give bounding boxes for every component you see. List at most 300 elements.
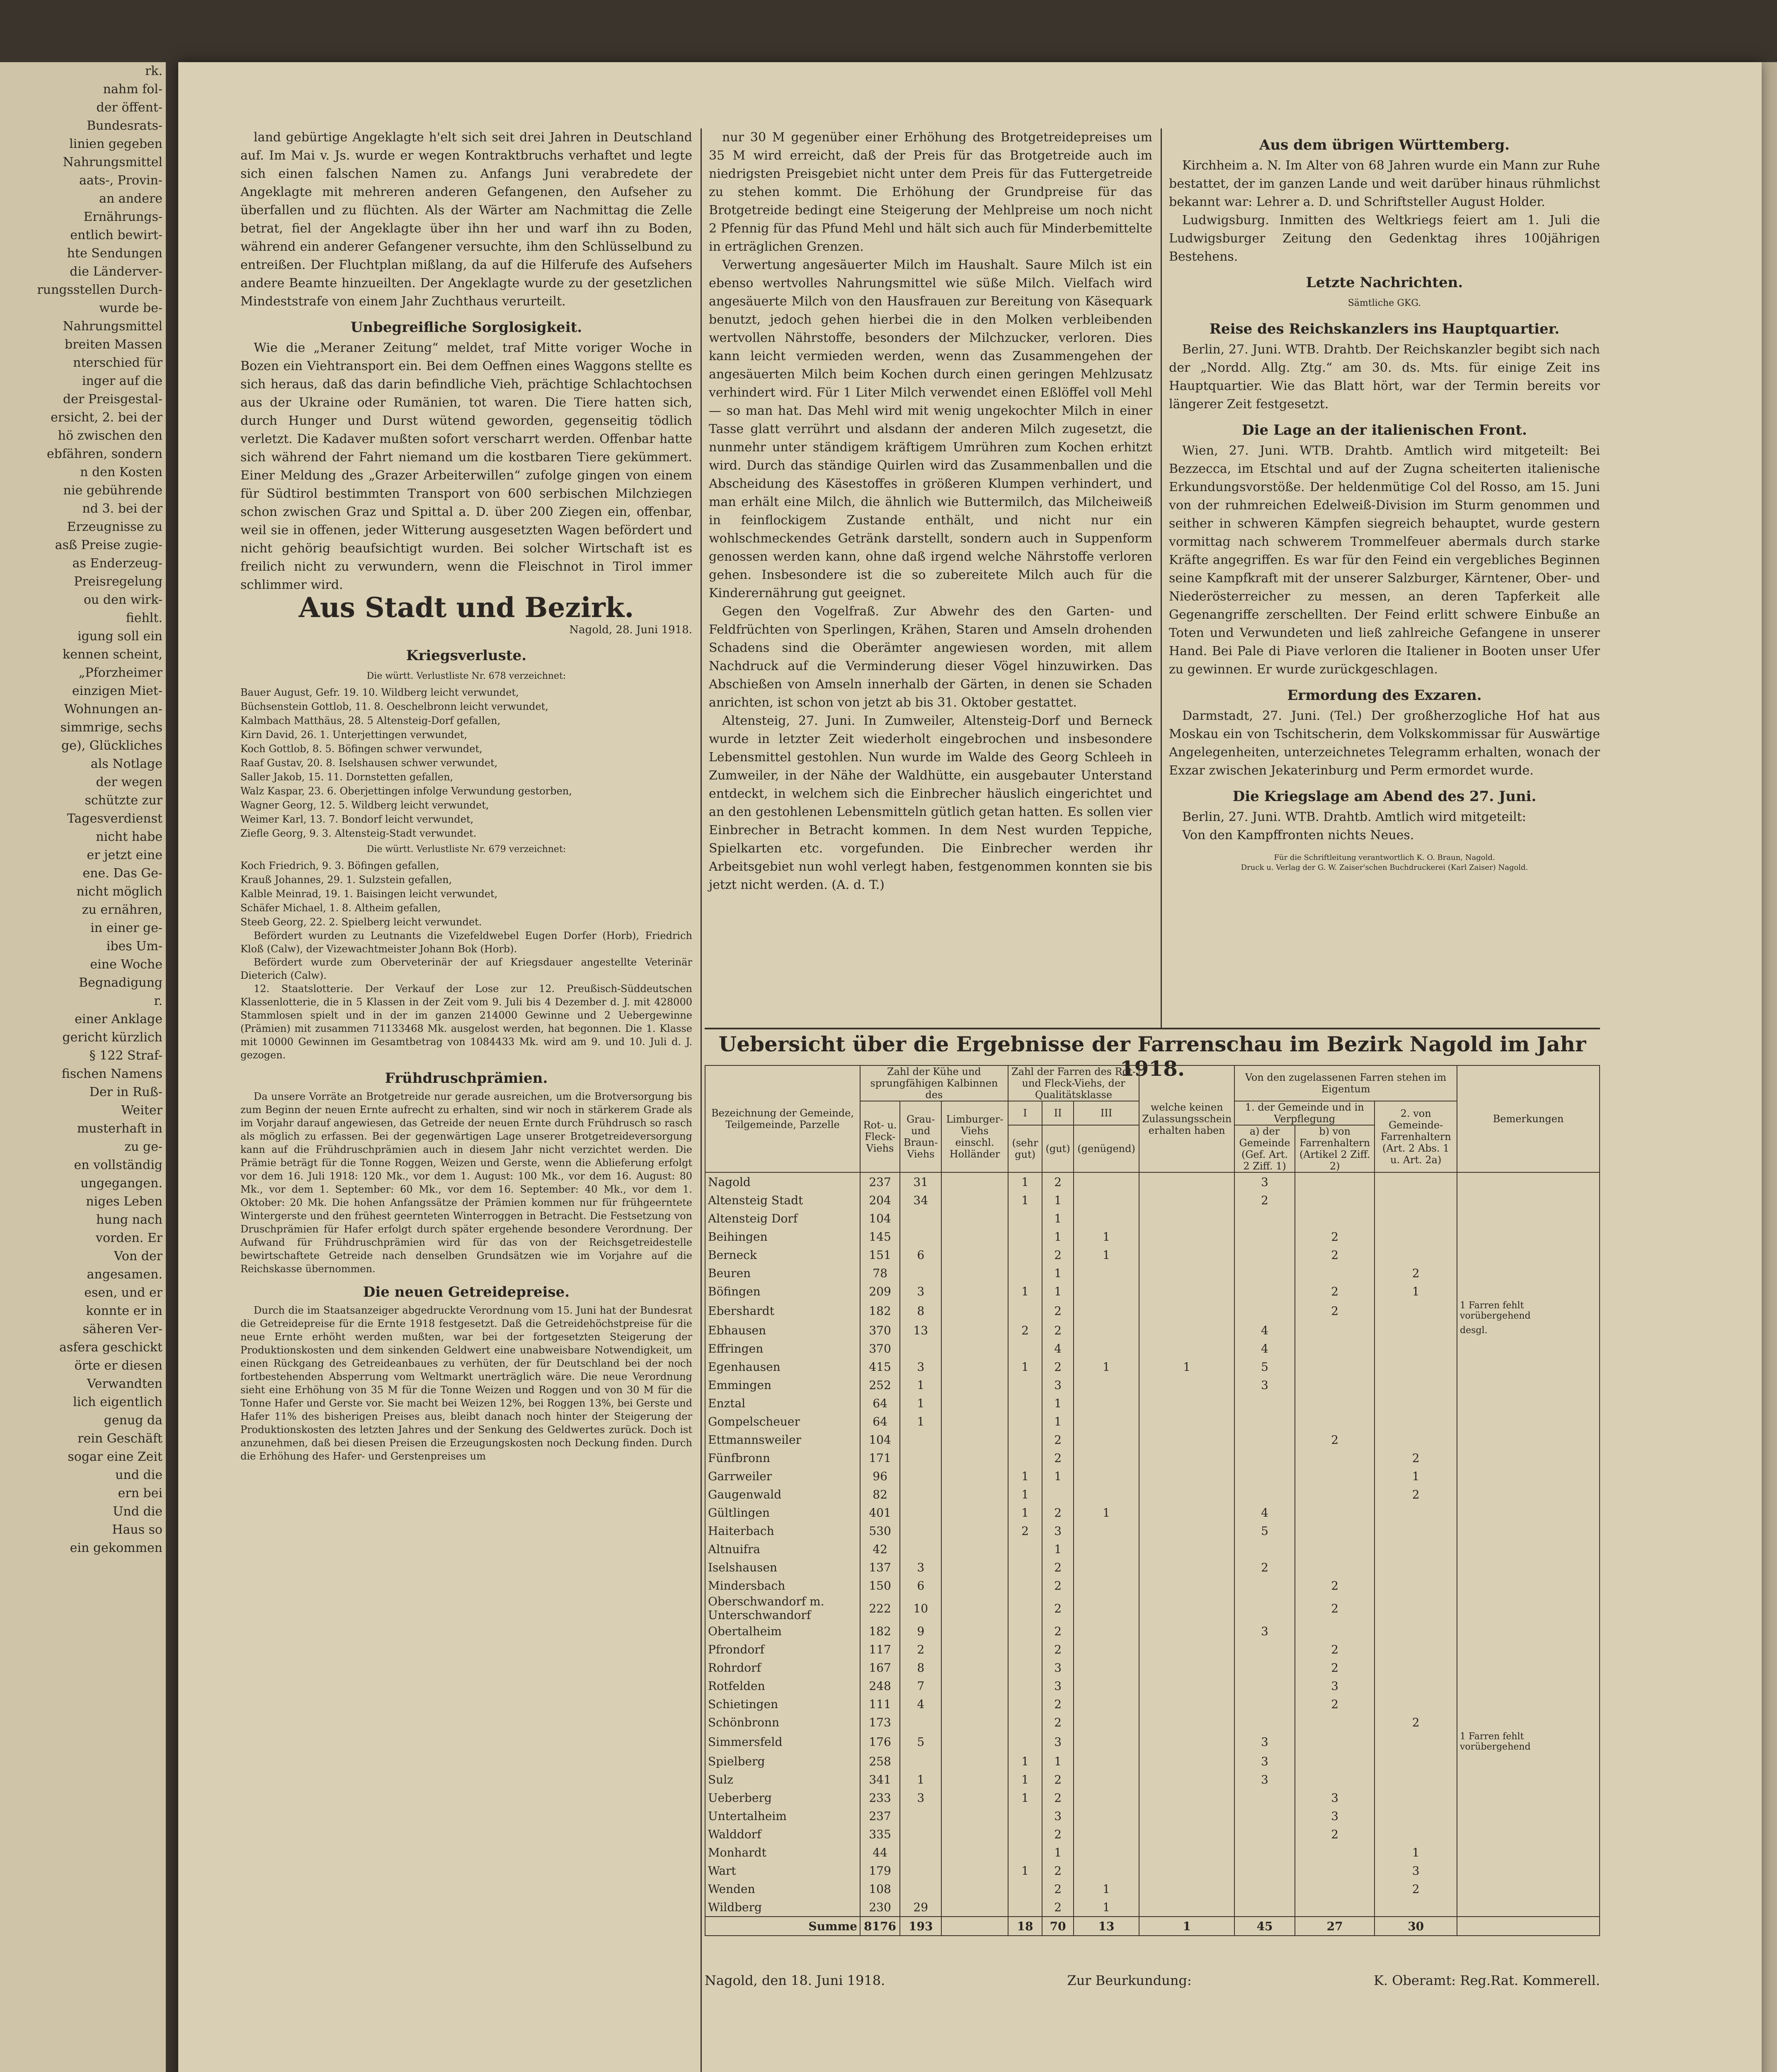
- strip-line: ern bei: [118, 1486, 162, 1501]
- table-cell: [1008, 1595, 1042, 1622]
- table-cell: [900, 1339, 941, 1358]
- table-cell: [941, 1825, 1008, 1843]
- table-cell: [1375, 1576, 1457, 1595]
- table-cell: 1: [900, 1770, 941, 1789]
- table-cell: [1295, 1713, 1375, 1731]
- table-cell: [1375, 1558, 1457, 1576]
- table-cell: 2: [1042, 1861, 1074, 1880]
- table-cell: [1295, 1503, 1375, 1522]
- table-cell: 370: [860, 1321, 900, 1339]
- strip-line: niges Leben: [86, 1194, 162, 1209]
- remark-cell: [1457, 1394, 1600, 1412]
- table-cell: [900, 1522, 941, 1540]
- header-bezeichnung: Bezeichnung der Gemeinde, Teilgemeinde, Parzelle: [705, 1065, 860, 1172]
- strip-line: säheren Ver-: [82, 1322, 162, 1336]
- table-cell: 3: [1295, 1807, 1375, 1825]
- table-row: [705, 1431, 1600, 1449]
- strip-line: breiten Massen: [64, 337, 162, 352]
- strip-line: ge), Glückliches: [61, 738, 162, 753]
- headline-fruehdrusch: Frühdruschprämien.: [385, 1070, 548, 1087]
- gemeinde-cell: Ettmannsweiler: [705, 1431, 860, 1449]
- table-cell: 1: [1074, 1246, 1139, 1264]
- table-cell: [1139, 1540, 1234, 1558]
- header-sehr-gut: (sehr gut): [1008, 1125, 1042, 1172]
- table-cell: [1008, 1825, 1042, 1843]
- table-cell: 2: [900, 1640, 941, 1658]
- table-cell: 3: [900, 1282, 941, 1300]
- table-cell: [1139, 1658, 1234, 1677]
- casualty-entry: Kalmbach Matthäus, 28. 5 Altensteig-Dorf gefallen,: [240, 715, 501, 726]
- table-row: [705, 1467, 1600, 1485]
- table-cell: [1008, 1449, 1042, 1467]
- remark-cell: [1457, 1358, 1600, 1376]
- table-cell: [1375, 1394, 1457, 1412]
- table-cell: 1: [1008, 1503, 1042, 1522]
- table-cell: [1074, 1713, 1139, 1731]
- casualty-entry: Kirn David, 26. 1. Unterjettingen verwundet,: [240, 729, 468, 741]
- table-cell: [1375, 1431, 1457, 1449]
- strip-line: rungsstellen Durch-: [37, 283, 162, 297]
- table-cell: [1139, 1300, 1234, 1321]
- table-cell: 31: [900, 1172, 941, 1191]
- table-cell: 1: [1375, 1843, 1457, 1861]
- column-rule: [1161, 128, 1162, 1028]
- table-cell: [1139, 1843, 1234, 1861]
- table-cell: 5: [900, 1731, 941, 1752]
- table-cell: [1295, 1770, 1375, 1789]
- table-cell: [1139, 1172, 1234, 1191]
- table-cell: [1008, 1209, 1042, 1227]
- remark-cell: [1457, 1227, 1600, 1246]
- casualty-entry: Koch Gottlob, 8. 5. Böfingen schwer verwundet,: [240, 743, 482, 755]
- table-cell: [941, 1264, 1008, 1282]
- table-cell: 2: [1375, 1264, 1457, 1282]
- table-cell: [1074, 1485, 1139, 1503]
- remark-cell: [1457, 1752, 1600, 1770]
- table-cell: [941, 1376, 1008, 1394]
- table-cell: 3: [1234, 1770, 1295, 1789]
- table-cell: 2: [1042, 1503, 1074, 1522]
- gemeinde-cell: Nagold: [705, 1172, 860, 1191]
- strip-line: fischen Namens: [61, 1067, 162, 1081]
- table-cell: [1139, 1677, 1234, 1695]
- table-cell: [900, 1713, 941, 1731]
- table-cell: 1: [900, 1376, 941, 1394]
- table-cell: [1008, 1339, 1042, 1358]
- casualty-entry: Saller Jakob, 15. 11. Dornstetten gefallen,: [240, 771, 453, 783]
- table-cell: 1: [1375, 1282, 1457, 1300]
- strip-line: Preisregelung: [74, 574, 162, 589]
- table-cell: [1295, 1412, 1375, 1431]
- table-cell: [1234, 1789, 1295, 1807]
- table-cell: [941, 1540, 1008, 1558]
- gemeinde-cell: Böfingen: [705, 1282, 860, 1300]
- strip-line: sogar eine Zeit: [68, 1450, 162, 1464]
- table-cell: [1375, 1503, 1457, 1522]
- header-genuegend: (genügend): [1074, 1125, 1139, 1172]
- header-gut: (gut): [1042, 1125, 1074, 1172]
- table-row: [705, 1449, 1600, 1467]
- strip-line: hö zwischen den: [58, 428, 162, 443]
- gemeinde-cell: Haiterbach: [705, 1522, 860, 1540]
- strip-line: konnte er in: [86, 1304, 162, 1318]
- remark-cell: [1457, 1431, 1600, 1449]
- table-cell: [900, 1264, 941, 1282]
- table-row: [705, 1300, 1600, 1321]
- table-cell: [900, 1209, 941, 1227]
- table-row: [705, 1191, 1600, 1209]
- table-cell: 44: [860, 1843, 900, 1861]
- table-cell: [941, 1467, 1008, 1485]
- table-cell: 5: [1234, 1522, 1295, 1540]
- headline-sorglosigkeit: Unbegreifliche Sorglosigkeit.: [350, 319, 582, 336]
- table-cell: [1074, 1770, 1139, 1789]
- table-cell: [1074, 1467, 1139, 1485]
- strip-line: en vollständig: [74, 1158, 162, 1172]
- remark-cell: [1457, 1713, 1600, 1731]
- strip-line: der wegen: [96, 775, 162, 789]
- article-paragraph: Kirchheim a. N. Im Alter von 68 Jahren wurde ein Mann zur Ruhe bestattet, der im ganzen Lande und weit darüber hinaus rühmlichst bekannt war: Lehrer a. D. und Schriftsteller August Holder.: [1169, 158, 1600, 209]
- table-cell: 4: [900, 1695, 941, 1713]
- casualty-entry: Steeb Georg, 22. 2. Spielberg leicht verwundet.: [240, 916, 482, 928]
- table-cell: [1139, 1898, 1234, 1917]
- table-row: [705, 1358, 1600, 1376]
- table-cell: [1139, 1825, 1234, 1843]
- table-cell: 10: [900, 1595, 941, 1622]
- remark-cell: [1457, 1522, 1600, 1540]
- table-cell: 233: [860, 1789, 900, 1807]
- table-cell: 1: [1008, 1752, 1042, 1770]
- table-cell: 3: [1042, 1731, 1074, 1752]
- remark-cell: [1457, 1789, 1600, 1807]
- casualty-entry: Walz Kaspar, 23. 6. Oberjettingen infolge Verwundung gestorben,: [240, 785, 572, 797]
- table-cell: [900, 1485, 941, 1503]
- column-4: [1169, 128, 1600, 873]
- strip-line: zu ge-: [124, 1140, 162, 1154]
- table-cell: [1139, 1282, 1234, 1300]
- table-row: [705, 1485, 1600, 1503]
- table-cell: 209: [860, 1282, 900, 1300]
- gemeinde-cell: Altensteig Stadt: [705, 1191, 860, 1209]
- table-cell: [1234, 1209, 1295, 1227]
- table-row: [705, 1376, 1600, 1394]
- table-cell: [1008, 1300, 1042, 1321]
- strip-line: fiehlt.: [126, 611, 162, 625]
- gemeinde-cell: Iselshausen: [705, 1558, 860, 1576]
- table-cell: [1074, 1339, 1139, 1358]
- table-cell: 104: [860, 1431, 900, 1449]
- table-cell: 1: [1074, 1503, 1139, 1522]
- remark-cell: [1457, 1503, 1600, 1522]
- headline-reise: Reise des Reichskanzlers ins Hauptquartier.: [1209, 321, 1560, 337]
- table-cell: [1234, 1807, 1295, 1825]
- table-cell: [1375, 1695, 1457, 1713]
- table-cell: [1139, 1246, 1234, 1264]
- table-cell: 1: [1074, 1898, 1139, 1917]
- table-cell: 182: [860, 1622, 900, 1640]
- table-cell: [1139, 1264, 1234, 1282]
- table-cell: [900, 1825, 941, 1843]
- strip-line: als Notlage: [90, 757, 162, 771]
- table-cell: 2: [1042, 1695, 1074, 1713]
- strip-line: Tagesverdienst: [67, 811, 162, 826]
- table-cell: 108: [860, 1880, 900, 1898]
- table-cell: [900, 1467, 941, 1485]
- strip-line: igung soll ein: [77, 629, 162, 644]
- table-cell: 1: [1042, 1843, 1074, 1861]
- table-cell: [941, 1449, 1008, 1467]
- table-cell: 3: [1234, 1172, 1295, 1191]
- headline-getreidepreise: Die neuen Getreidepreise.: [363, 1284, 570, 1300]
- table-cell: [941, 1731, 1008, 1752]
- table-cell: [1008, 1412, 1042, 1431]
- section-title-stadt-bezirk: Aus Stadt und Bezirk.: [298, 591, 634, 624]
- remark-cell: [1457, 1540, 1600, 1558]
- table-cell: 2: [1234, 1558, 1295, 1576]
- gemeinde-cell: Sulz: [705, 1770, 860, 1789]
- table-cell: [941, 1227, 1008, 1246]
- table-cell: [900, 1880, 941, 1898]
- article-paragraph: Durch die im Staatsanzeiger abgedruckte Verordnung vom 15. Juni hat der Bundesrat die Getreidepreise für die Ernte 1918 festgesetzt. Daß die Getreidehöchstpreise für die neue Ernte erhöht werden mußten, war bei der fortgesetzten Steigerung der Produktionskosten und dem sinkenden Geldwert eine unabweisbare Notwendigkeit, um einen Rückgang des Getreideanbaues zu verhüten, der für Deutschland bei der noch fortbestehenden Absperrung vom Weltmarkt unerträglich wäre. Die neue Verordnung sieht eine Erhöhung von 35 M für die Tonne Weizen und Roggen und von 30 M für die Tonne Hafer und Gerste vor. Sie macht bei Weizen 12%, bei Roggen 13%, bei Gerste und Hafer 11% des bisherigen Preises aus, bleibt danach noch hinter der Steigerung der Produktionskosten des letzten Jahres und der Senkung des Geldwertes zurück. Doch ist anzunehmen, daß bei diesen Preisen die Erzeugungskosten noch Deckung finden. Durch die Erhöhung des Hafer- und Gerstenpreises um: [240, 1305, 692, 1462]
- table-cell: [1234, 1227, 1295, 1246]
- table-cell: 401: [860, 1503, 900, 1522]
- header-b-farrenhalter: b) von Farrenhaltern (Artikel 2 Ziff. 2): [1295, 1125, 1375, 1172]
- table-cell: 1: [1008, 1789, 1042, 1807]
- table-cell: 335: [860, 1825, 900, 1843]
- strip-line: Haus so: [112, 1523, 162, 1537]
- table-row: [705, 1339, 1600, 1358]
- remark-cell: [1457, 1861, 1600, 1880]
- table-cell: 2: [1295, 1825, 1375, 1843]
- table-cell: 1: [1375, 1467, 1457, 1485]
- table-cell: 2: [1295, 1282, 1375, 1300]
- table-cell: 111: [860, 1695, 900, 1713]
- table-cell: 78: [860, 1264, 900, 1282]
- article-paragraph: Gegen den Vogelfraß. Zur Abwehr des den Garten- und Feldfrüchten von Sperlingen, Krähen, Staren und Amseln drohenden Schadens sind die Oberämter angewiesen worden, mit allem Nachdruck auf die Verminderung dieser Vögel hinzuwirken. Das Abschießen von Amseln innerhalb der Gärten, in denen sie Schaden anrichten, ist schon von jetzt ab bis 31. Oktober gestattet.: [709, 604, 1152, 710]
- table-row: [705, 1227, 1600, 1246]
- remark-cell: [1457, 1622, 1600, 1640]
- header-gemeinde: 1. der Gemeinde und in Verpflegung: [1234, 1101, 1375, 1125]
- table-cell: [1234, 1412, 1295, 1431]
- casualty-list-678: [240, 685, 692, 840]
- table-cell: 1: [1074, 1880, 1139, 1898]
- table-cell: 3: [900, 1358, 941, 1376]
- strip-line: Verwandten: [87, 1377, 162, 1391]
- sum-cell: 30: [1375, 1917, 1457, 1936]
- gemeinde-cell: Gaugenwald: [705, 1485, 860, 1503]
- table-cell: [1295, 1861, 1375, 1880]
- table-cell: [1008, 1677, 1042, 1695]
- gemeinde-cell: Rotfelden: [705, 1677, 860, 1695]
- strip-line: hte Sendungen: [67, 246, 162, 261]
- table-cell: 150: [860, 1576, 900, 1595]
- gemeinde-cell: Gültlingen: [705, 1503, 860, 1522]
- table-cell: [1234, 1467, 1295, 1485]
- table-cell: [941, 1321, 1008, 1339]
- strip-line: Wohnungen an-: [64, 702, 162, 716]
- table-cell: 3: [1295, 1789, 1375, 1807]
- table-cell: [1375, 1731, 1457, 1752]
- table-cell: [1375, 1898, 1457, 1917]
- strip-line: nicht habe: [96, 830, 162, 844]
- table-cell: [1074, 1431, 1139, 1449]
- table-cell: [1074, 1695, 1139, 1713]
- dateline: Nagold, 28. Juni 1918.: [569, 624, 692, 636]
- table-cell: [1234, 1640, 1295, 1658]
- table-cell: 8: [900, 1300, 941, 1321]
- header-class-iii: III: [1074, 1101, 1139, 1125]
- remark-cell: [1457, 1264, 1600, 1282]
- footer-date: Nagold, den 18. Juni 1918.: [705, 1973, 885, 1988]
- gemeinde-cell: Berneck: [705, 1246, 860, 1264]
- table-cell: [1074, 1449, 1139, 1467]
- article-paragraph: Befördert wurde zum Oberveterinär der auf Kriegsdauer angestellte Veterinär Dieterich (Calw).: [240, 956, 692, 981]
- table-cell: [1008, 1880, 1042, 1898]
- casualty-entry: Kalble Meinrad, 19. 1. Baisingen leicht verwundet,: [240, 888, 498, 900]
- table-cell: [1234, 1843, 1295, 1861]
- table-cell: [1375, 1595, 1457, 1622]
- table-cell: [1008, 1713, 1042, 1731]
- strip-line: nterschied für: [73, 356, 162, 370]
- table-cell: [1074, 1321, 1139, 1339]
- table-cell: [1139, 1394, 1234, 1412]
- table-cell: [1008, 1264, 1042, 1282]
- strip-line: simmrige, sechs: [60, 720, 162, 735]
- strip-line: Weiter: [121, 1103, 162, 1118]
- strip-line: zu ernähren,: [82, 903, 162, 917]
- table-cell: [1375, 1752, 1457, 1770]
- table-cell: [941, 1191, 1008, 1209]
- table-cell: [1139, 1209, 1234, 1227]
- casualty-entry: Büchsenstein Gottlob, 11. 8. Oeschelbronn leicht verwundet,: [240, 701, 548, 712]
- casualty-entry: Krauß Johannes, 29. 1. Sulzstein gefallen,: [240, 874, 452, 886]
- strip-line: ebfähren, sondern: [46, 447, 162, 461]
- gemeinde-cell: Beihingen: [705, 1227, 860, 1246]
- table-cell: [1295, 1209, 1375, 1227]
- casualty-entry: Schäfer Michael, 1. 8. Altheim gefallen,: [240, 902, 441, 914]
- gemeinde-cell: Egenhausen: [705, 1358, 860, 1376]
- strip-line: rk.: [145, 64, 162, 78]
- strip-line: der öffent-: [96, 100, 162, 115]
- header-limburger: Limburger- Viehs einschl. Holländer: [941, 1101, 1008, 1172]
- table-cell: [1074, 1825, 1139, 1843]
- table-cell: 176: [860, 1731, 900, 1752]
- table-cell: 3: [1042, 1807, 1074, 1825]
- strip-line: einzigen Miet-: [72, 684, 162, 698]
- gemeinde-cell: Oberschwandorf m. Unterschwandorf: [705, 1595, 860, 1622]
- casualty-entry: Raaf Gustav, 20. 8. Iselshausen schwer verwundet,: [240, 757, 498, 769]
- article-paragraph: land gebürtige Angeklagte h'elt sich seit drei Jahren in Deutschland auf. Im Mai v. Js. wurde er wegen Kontraktbruchs verhaftet und legte sich einen falschen Namen zu. Anfangs Juni verabredete der Angeklagte mit mehreren anderen Gefangenen, den Aufseher zu überfallen und zu flüchten. Als der Wärter am Nachmittag die Zelle betrat, fiel der Angeklagte über ihn her und warf ihn zu Boden, während ein anderer Gefangener versuchte, ihm den Schlüsselbund zu entreißen. Der Fluchtplan mißlang, da auf die Hilferufe des Aufsehers andere Beamte hinzueilten. Der Angeklagte wurde zu der gesetzlichen Mindeststrafe von einem Jahr Zuchthaus verurteilt.: [240, 130, 692, 309]
- table-row: [705, 1540, 1600, 1558]
- table-cell: [1074, 1658, 1139, 1677]
- table-cell: [1375, 1321, 1457, 1339]
- table-cell: [1375, 1770, 1457, 1789]
- table-cell: [1295, 1321, 1375, 1339]
- table-cell: [1139, 1339, 1234, 1358]
- table-cell: 173: [860, 1713, 900, 1731]
- sum-row: [705, 1917, 1600, 1936]
- strip-line: r.: [154, 994, 162, 1008]
- table-cell: [1008, 1376, 1042, 1394]
- table-cell: [1295, 1358, 1375, 1376]
- header-class-ii: II: [1042, 1101, 1074, 1125]
- table-cell: [1234, 1431, 1295, 1449]
- table-cell: [941, 1358, 1008, 1376]
- table-cell: [1139, 1191, 1234, 1209]
- sum-cell: [1457, 1917, 1600, 1936]
- strip-line: asß Preise zugie-: [55, 538, 162, 552]
- gemeinde-cell: Mindersbach: [705, 1576, 860, 1595]
- strip-line: Von der: [114, 1249, 162, 1264]
- table-cell: 182: [860, 1300, 900, 1321]
- gemeinde-cell: Ebhausen: [705, 1321, 860, 1339]
- strip-line: lich eigentlich: [73, 1395, 162, 1409]
- table-cell: 1: [1008, 1485, 1042, 1503]
- sum-cell: 70: [1042, 1917, 1074, 1936]
- table-cell: [1234, 1595, 1295, 1622]
- table-cell: [1074, 1191, 1139, 1209]
- table-cell: 2: [1042, 1576, 1074, 1595]
- table-cell: 2: [1042, 1431, 1074, 1449]
- strip-line: Begnadigung: [78, 975, 162, 990]
- strip-line: der Preisgestal-: [63, 392, 162, 407]
- table-cell: [941, 1898, 1008, 1917]
- header-eigentum: Von den zugelassenen Farren stehen im Eigentum: [1234, 1065, 1457, 1101]
- table-cell: [1074, 1640, 1139, 1658]
- table-cell: [1008, 1898, 1042, 1917]
- casualty-entry: Koch Friedrich, 9. 3. Böfingen gefallen,: [240, 860, 439, 871]
- table-cell: [941, 1431, 1008, 1449]
- table-cell: [1008, 1843, 1042, 1861]
- table-cell: 1: [1008, 1358, 1042, 1376]
- column-2: [240, 128, 692, 1463]
- table-cell: 341: [860, 1770, 900, 1789]
- table-cell: [1139, 1503, 1234, 1522]
- table-cell: 1: [1042, 1264, 1074, 1282]
- table-cell: [941, 1677, 1008, 1695]
- table-cell: [1074, 1595, 1139, 1622]
- header-grau-braun: Grau- und Braun-Viehs: [900, 1101, 941, 1172]
- table-cell: [1375, 1807, 1457, 1825]
- table-cell: 4: [1234, 1321, 1295, 1339]
- gemeinde-cell: Obertalheim: [705, 1622, 860, 1640]
- header-bemerkungen: Bemerkungen: [1457, 1065, 1600, 1172]
- strip-line: die Länderver-: [70, 264, 162, 279]
- table-row: [705, 1713, 1600, 1731]
- strip-line: esen, und er: [84, 1285, 162, 1300]
- article-paragraph: Wien, 27. Juni. WTB. Drahtb. Amtlich wird mitgeteilt: Bei Bezzecca, im Etschtal und auf der Zugna scheiterten italienische Erkundungsvorstöße. Der heldenmütige Col del Rosso, am 15. Juni von der ruhmreichen Edelweiß-Division im Sturm genommen und seither in schweren Kämpfen siegreich behauptet, wurde gestern vormittag nach schwerem Trommelfeuer abermals durch starke Kräfte angegriffen. Es war für den Feind ein vergebliches Beginnen seine Kampfkraft mit der unserer Salzburger, Kärntener, Ober- und Niederösterreicher zu messen, an deren Tapferkeit alle Gegenangriffe zerschellten. Der Feind erlitt schwere Einbuße an Toten und Verwundeten und ließ zahlreiche Gefangene in unserer Hand. Bei Pale di Piave verloren die Italiener in Booten unser Ufer zu gewinnen. Er wurde zurückgeschlagen.: [1169, 443, 1600, 677]
- table-cell: [1234, 1658, 1295, 1677]
- table-cell: [1375, 1789, 1457, 1807]
- strip-line: ou den wirk-: [83, 593, 162, 607]
- table-cell: 530: [860, 1522, 900, 1540]
- table-cell: [900, 1540, 941, 1558]
- table-cell: 3: [1375, 1861, 1457, 1880]
- table-cell: 1: [1042, 1394, 1074, 1412]
- remark-cell: 1 Farren fehlt vorübergehend: [1457, 1731, 1600, 1752]
- table-cell: 248: [860, 1677, 900, 1695]
- strip-line: hung nach: [96, 1213, 162, 1227]
- strip-line: „Pforzheimer: [78, 666, 162, 680]
- table-cell: [1008, 1227, 1042, 1246]
- table-cell: [1139, 1622, 1234, 1640]
- table-cell: 96: [860, 1467, 900, 1485]
- article-paragraph: Wie die „Meraner Zeitung“ meldet, traf Mitte voriger Woche in Bozen ein Viehtransport ein. Bei dem Oeffnen eines Waggons stellte es sich heraus, daß das darin befindliche Vieh, prächtige Schlachtochsen aus der Ukraine oder Rumänien, tot waren. Die Tiere hatten sich, durch Hunger und Durst wütend geworden, gegenseitig tödlich verletzt. Die Kadaver mußten sofort verscharrt werden. Offenbar hatte sich während der Fahrt niemand um die kostbaren Tiere gekümmert. Einer Meldung des „Grazer Arbeiterwillen“ zufolge gingen von einem für Südtirol bestimmten Transport von 600 serbischen Milchziegen schon zwischen Graz und Spittal a. D. über 200 Ziegen ein, offenbar, weil sie in offenen, jeder Witterung ausgesetzten Wagen befördert und nicht gehörig beaufsichtigt wurden. Bei solcher Wirtschaft ist es freilich nicht zu verwundern, wenn die Fleischnot in Tirol immer schlimmer wird.: [240, 341, 692, 592]
- table-cell: 2: [1375, 1880, 1457, 1898]
- column-3: [709, 128, 1152, 894]
- table-cell: 204: [860, 1191, 900, 1209]
- remark-cell: [1457, 1576, 1600, 1595]
